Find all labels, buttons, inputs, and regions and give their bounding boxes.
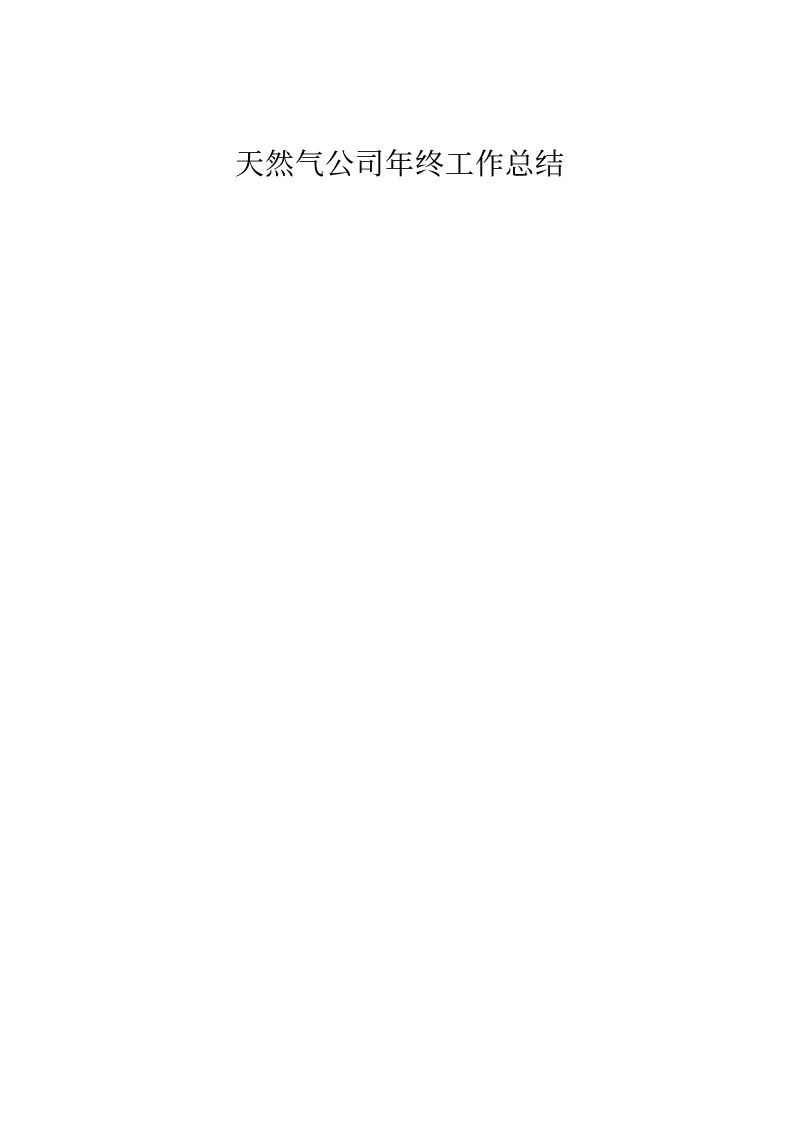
- document-title: 天然气公司年终工作总结: [234, 147, 565, 181]
